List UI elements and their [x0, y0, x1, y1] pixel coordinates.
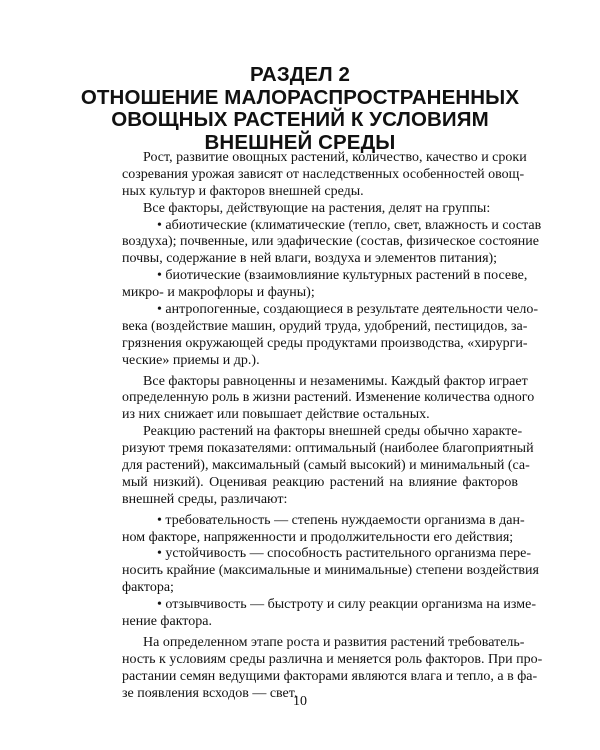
text-line: воздуха); почвенные, или эдафические (состав, физическое состояние	[122, 234, 540, 250]
text-line: Все факторы, действующие на растения, делят на группы:	[143, 200, 491, 216]
text-line: Реакцию растений на факторы внешней среды обычно характе-	[143, 424, 523, 440]
page-number: 10	[293, 694, 307, 709]
text-line: На определенном этапе роста и развития растений требователь-	[143, 634, 525, 650]
text-line: нение фактора.	[122, 614, 212, 630]
text-line: ризуют тремя показателями: оптимальный (наиболее благоприятный	[122, 441, 534, 457]
list-item	[122, 217, 542, 269]
text-line: носить крайние (максимальные и минимальные) степени воздействия	[122, 563, 539, 579]
text-line: растании семян ведущими факторами являются влага и тепло, а в фа-	[122, 668, 538, 684]
text-line: из них снижает или повышает действие остальных.	[122, 407, 430, 423]
text-line: ных культур и факторов внешней среды.	[122, 183, 364, 199]
text-line: зе появления всходов — свет.	[122, 685, 298, 701]
text-line: • устойчивость — способность растительного организма пере-	[157, 546, 532, 562]
paragraph	[122, 373, 535, 425]
text-line: грязнения окружающей среды продуктами производства, «хирурги-	[122, 335, 528, 351]
text-line: Все факторы равноценны и незаменимы. Каждый фактор играет	[143, 373, 528, 389]
paragraph	[122, 201, 518, 218]
list-item	[122, 597, 536, 631]
text-line: • биотические (взаимовлияние культурных растений в посеве,	[157, 268, 528, 284]
text-line: фактора;	[122, 580, 174, 596]
text-line: века (воздействие машин, орудий труда, удобрений, пестицидов, за-	[122, 318, 528, 334]
text-line: • абиотические (климатические (тепло, свет, влажность и состав	[157, 217, 542, 233]
text-line: Рост, развитие овощных растений, количество, качество и сроки	[143, 150, 527, 165]
text-line: • отзывчивость — быстроту и силу реакции организма на изме-	[157, 597, 536, 613]
text-line: определенную роль в жизни растений. Изменение количества одного	[122, 390, 535, 406]
text-line: ном факторе, напряженности и продолжительности его действия;	[122, 529, 514, 545]
section-heading	[80, 64, 520, 154]
text-line: ность к условиям среды различна и меняется роль факторов. При про-	[122, 651, 543, 667]
section-title-line: ОВОЩНЫХ РАСТЕНИЙ К УСЛОВИЯМ	[111, 108, 489, 131]
text-line: внешней среды, различают:	[122, 491, 288, 507]
list-item	[122, 268, 528, 302]
paragraph	[122, 424, 534, 508]
text-line: почвы, содержание в ней влаги, воздуха и элементов питания);	[122, 251, 498, 267]
section-title-line: ВНЕШНЕЙ СРЕДЫ	[204, 130, 396, 154]
text-line: • антропогенные, создающиеся в результате деятельности чело-	[157, 302, 539, 318]
paragraph	[122, 150, 527, 201]
text-line: микро- и макрофлоры и фауны);	[122, 285, 315, 301]
list-item	[122, 546, 539, 597]
list-item	[122, 512, 525, 547]
text-line: для растений), максимальный (самый высокий) и минимальный (са-	[122, 458, 530, 474]
text-line: мый низкий). Оценивая реакцию растений на влияние факторов	[122, 474, 518, 490]
list-item	[122, 302, 539, 370]
text-line: ческие» приемы и др.).	[122, 352, 260, 368]
text-line: • требовательность — степень нуждаемости организма в дан-	[157, 512, 525, 528]
text-line: созревания урожая зависят от наследственных особенностей овощ-	[122, 166, 525, 182]
body-text	[122, 150, 543, 703]
paragraph	[122, 634, 543, 703]
section-number: РАЗДЕЛ 2	[249, 63, 351, 86]
section-title-line: ОТНОШЕНИЕ МАЛОРАСПРОСТРАНЕННЫХ	[80, 85, 520, 109]
